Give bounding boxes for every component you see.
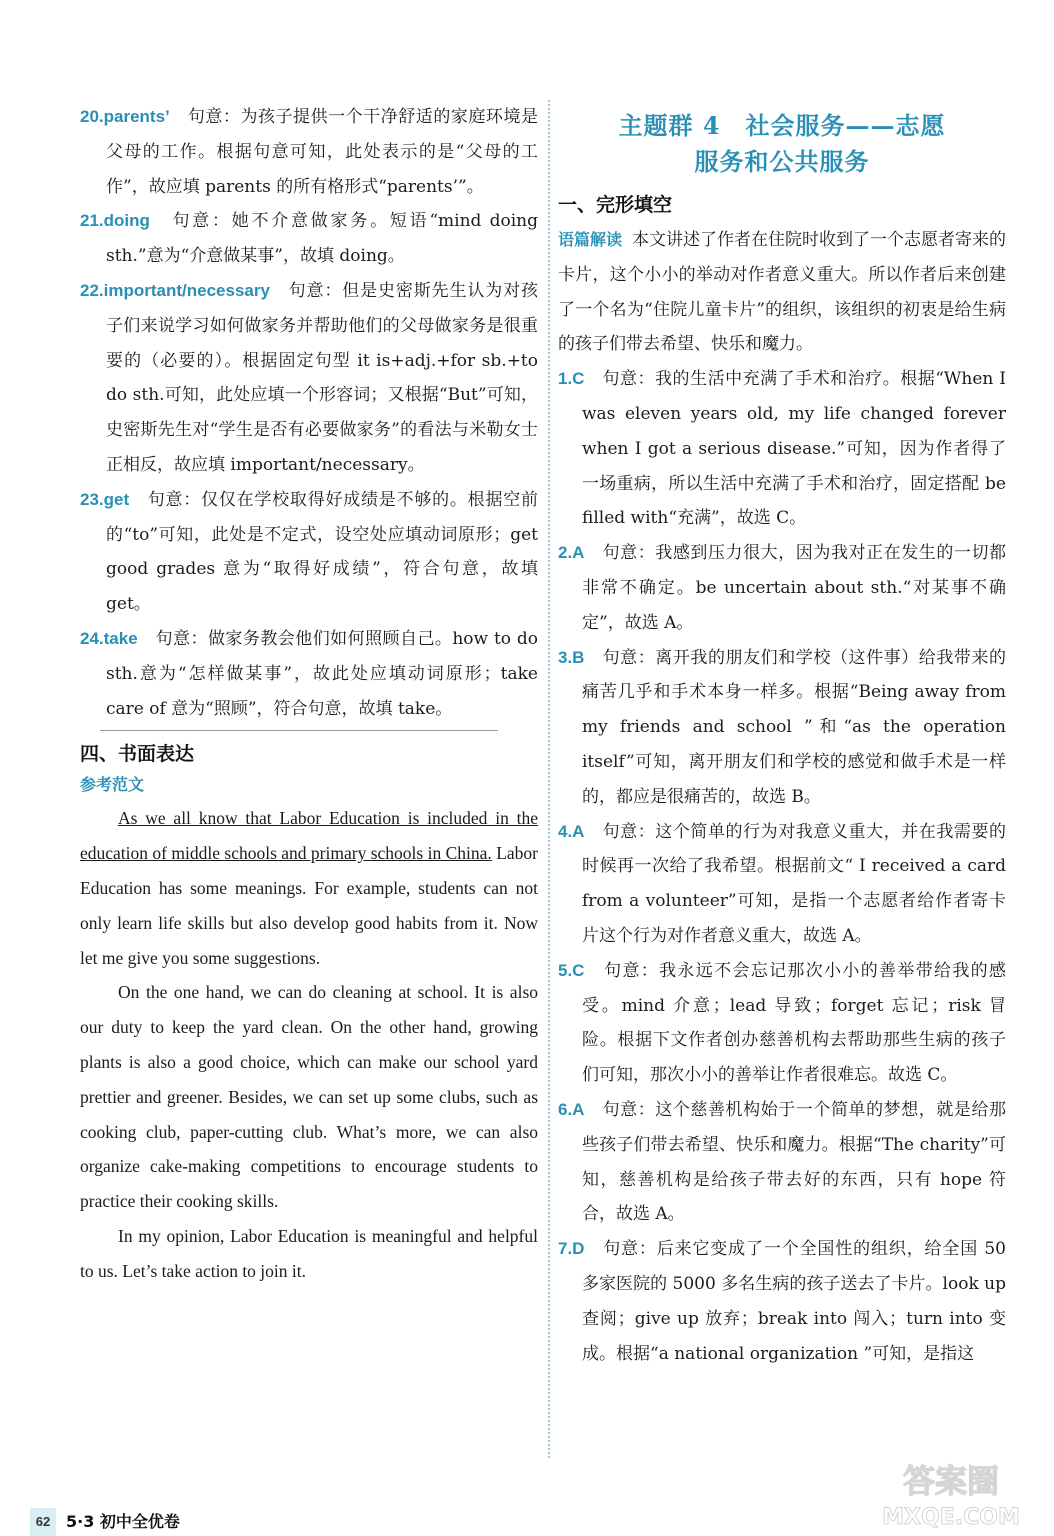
answer-entry-24 xyxy=(80,622,538,726)
answer-number: 22.important/necessary xyxy=(80,280,270,300)
sample-essay xyxy=(80,801,538,1288)
answer-number: 23.get xyxy=(80,489,130,509)
essay-paragraph-3: In my opinion, Labor Education is meaningful and helpful to us. Let’s take action to join it. xyxy=(80,1225,538,1281)
section-title-cloze: 一、完形填空 xyxy=(558,194,673,216)
answer-entry-1 xyxy=(558,362,1006,536)
answer-entry-21 xyxy=(80,204,538,274)
book-brand: 5·3 初中全优卷 xyxy=(66,1512,180,1531)
theme-title-line-2: 服务和公共服务 xyxy=(694,147,870,176)
answer-text: 句意：后来它变成了一个全国性的组织，给全国 50 多家医院的 5000 多名生病的孩子送去了卡片。look up 查阅；give up 放弃；break into 闯入；turn into 变成。根据“a national organization ”可知，是指这 xyxy=(582,1239,1006,1364)
answer-entry-23 xyxy=(80,483,538,622)
watermark-bottom-text: MXQE.COM xyxy=(882,1505,1020,1530)
theme-title-line-1: 主题群 4 社会服务——志愿 xyxy=(618,111,946,140)
answer-entry-2 xyxy=(558,536,1006,640)
answer-number: 24.take xyxy=(80,628,138,648)
page-footer xyxy=(30,1496,330,1536)
answer-number: 20.parents’ xyxy=(80,107,170,126)
watermark-top-text: 答案圈 xyxy=(902,1462,1000,1500)
answer-number: 6.A xyxy=(558,1099,585,1119)
answer-text: 句意：离开我的朋友们和学校（这件事）给我带来的痛苦几乎和手术本身一样多。根据“Being away from my friends and school ”和“as the operation itself”可知，离开朋友们和学校的感觉和做手术是一样的，都应是很痛苦的，故选 B。 xyxy=(582,647,1007,807)
answer-text: 句意：做家务教会他们如何照顾自己。how to do sth.意为“怎样做某事”，故此处应填动词原形；take care of 意为“照顾”，符合句意，故填 take。 xyxy=(106,628,538,719)
section-title-writing: 四、书面表达 xyxy=(80,743,195,766)
answer-entry-4 xyxy=(558,815,1006,954)
answer-number: 7.D xyxy=(558,1239,585,1259)
answer-number: 5.C xyxy=(558,960,585,980)
essay-paragraph-2: On the one hand, we can do cleaning at school. It is also our duty to keep the yard clean. On the other hand, growing plants is also a good choice, which can make our school yard prettier and greener. Besides, we can set up some clubs, such as cooking club, paper-cutting club. What’s more, we can also organize cake-making competitions to encourage students to practice their cooking skills. xyxy=(80,982,538,1212)
answer-entry-7 xyxy=(558,1232,1006,1371)
answer-text: 句意：这个慈善机构始于一个简单的梦想，就是给那些孩子们带去希望、快乐和魔力。根据“The charity”可知，慈善机构是给孩子带去好的东西，只有 hope 符合，故选 A。 xyxy=(582,1099,1007,1225)
answer-number: 1.C xyxy=(558,369,585,389)
theme-title xyxy=(558,108,1006,180)
answer-text: 句意：我感到压力很大，因为我对正在发生的一切都非常不确定。be uncertain about sth.“对某事不确定”，故选 A。 xyxy=(582,543,1007,633)
answer-number: 4.A xyxy=(558,821,585,841)
answer-text: 句意：这个简单的行为对我意义重大，并在我需要的时候再一次给了我希望。根据前文“ I received a card from a volunteer”可知，是指一个志愿者给作者寄卡片这个行为对作者意义重大，故选 A。 xyxy=(582,821,1007,946)
column-divider xyxy=(548,100,550,1458)
answer-text: 句意：她不介意做家务。短语“mind doing sth.”意为“介意做某事”，故填 doing。 xyxy=(106,211,538,267)
left-column xyxy=(80,100,538,1289)
answer-text: 句意：为孩子提供一个干净舒适的家庭环境是父母的工作。根据句意可知，此处表示的是“父母的工作”，故应填 parents 的所有格形式“parents’”。 xyxy=(106,107,539,197)
essay-underlined-sentence: As we all know that Labor Education is included in the education of middle schools and primary schools in China. xyxy=(80,808,538,864)
passage-summary-label: 语篇解读 xyxy=(558,230,623,249)
essay-paragraph-1 xyxy=(80,801,538,975)
answer-number: 21.doing xyxy=(80,211,150,231)
answer-entry-5 xyxy=(558,954,1006,1093)
page-number: 62 xyxy=(30,1508,56,1536)
passage-summary xyxy=(558,223,1006,362)
answer-text: 句意：但是史密斯先生认为对孩子们来说学习如何做家务并帮助他们的父母做家务是很重要的（必要的）。根据固定句型 it is+adj.+for sb.+to do sth.可知，此处应填一个形容词；又根据“But”可知，史密斯先生对“学生是否有必要做家务”的看法与米勒女士正相反，故应填 important/necessary。 xyxy=(106,280,539,475)
passage-summary-text: 本文讲述了作者在住院时收到了一个志愿者寄来的卡片，这个小小的举动对作者意义重大。所以作者后来创建了一个名为“住院儿童卡片”的组织，该组织的初衷是给生病的孩子们带去希望、快乐和魔力。 xyxy=(558,230,1007,355)
section-rule xyxy=(100,730,498,731)
answer-entry-22 xyxy=(80,274,538,483)
sample-essay-label: 参考范文 xyxy=(80,775,145,795)
answer-text: 句意：仅仅在学校取得好成绩是不够的。根据空前的“to”可知，此处是不定式，设空处应填动词原形；get good grades 意为“取得好成绩”，符合句意，故填 get。 xyxy=(106,489,539,615)
answer-entry-20 xyxy=(80,100,538,204)
answer-text: 句意：我永远不会忘记那次小小的善举带给我的感受。mind 介意；lead 导致；forget 忘记；risk 冒险。根据下文作者创办慈善机构去帮助那些生病的孩子们可知，那次小小的善举让作者很难忘。故选 C。 xyxy=(582,960,1007,1086)
answer-text: 句意：我的生活中充满了手术和治疗。根据“When I was eleven years old, my life changed forever when I got a serious disease.”可知，因为作者得了一场重病，所以生活中充满了手术和治疗，固定搭配 be filled with“充满”，故选 C。 xyxy=(582,369,1006,529)
essay-paragraph-1-rest: Labor Education has some meanings. For example, students can not only learn life skills but also develop good habits from it. Now let me give you some suggestions. xyxy=(80,843,538,968)
answer-number: 3.B xyxy=(558,647,585,667)
answer-entry-6 xyxy=(558,1093,1006,1232)
watermark-logo xyxy=(856,1456,1046,1532)
answer-number: 2.A xyxy=(558,543,585,563)
answer-entry-3 xyxy=(558,641,1006,815)
right-column xyxy=(558,100,1006,1371)
